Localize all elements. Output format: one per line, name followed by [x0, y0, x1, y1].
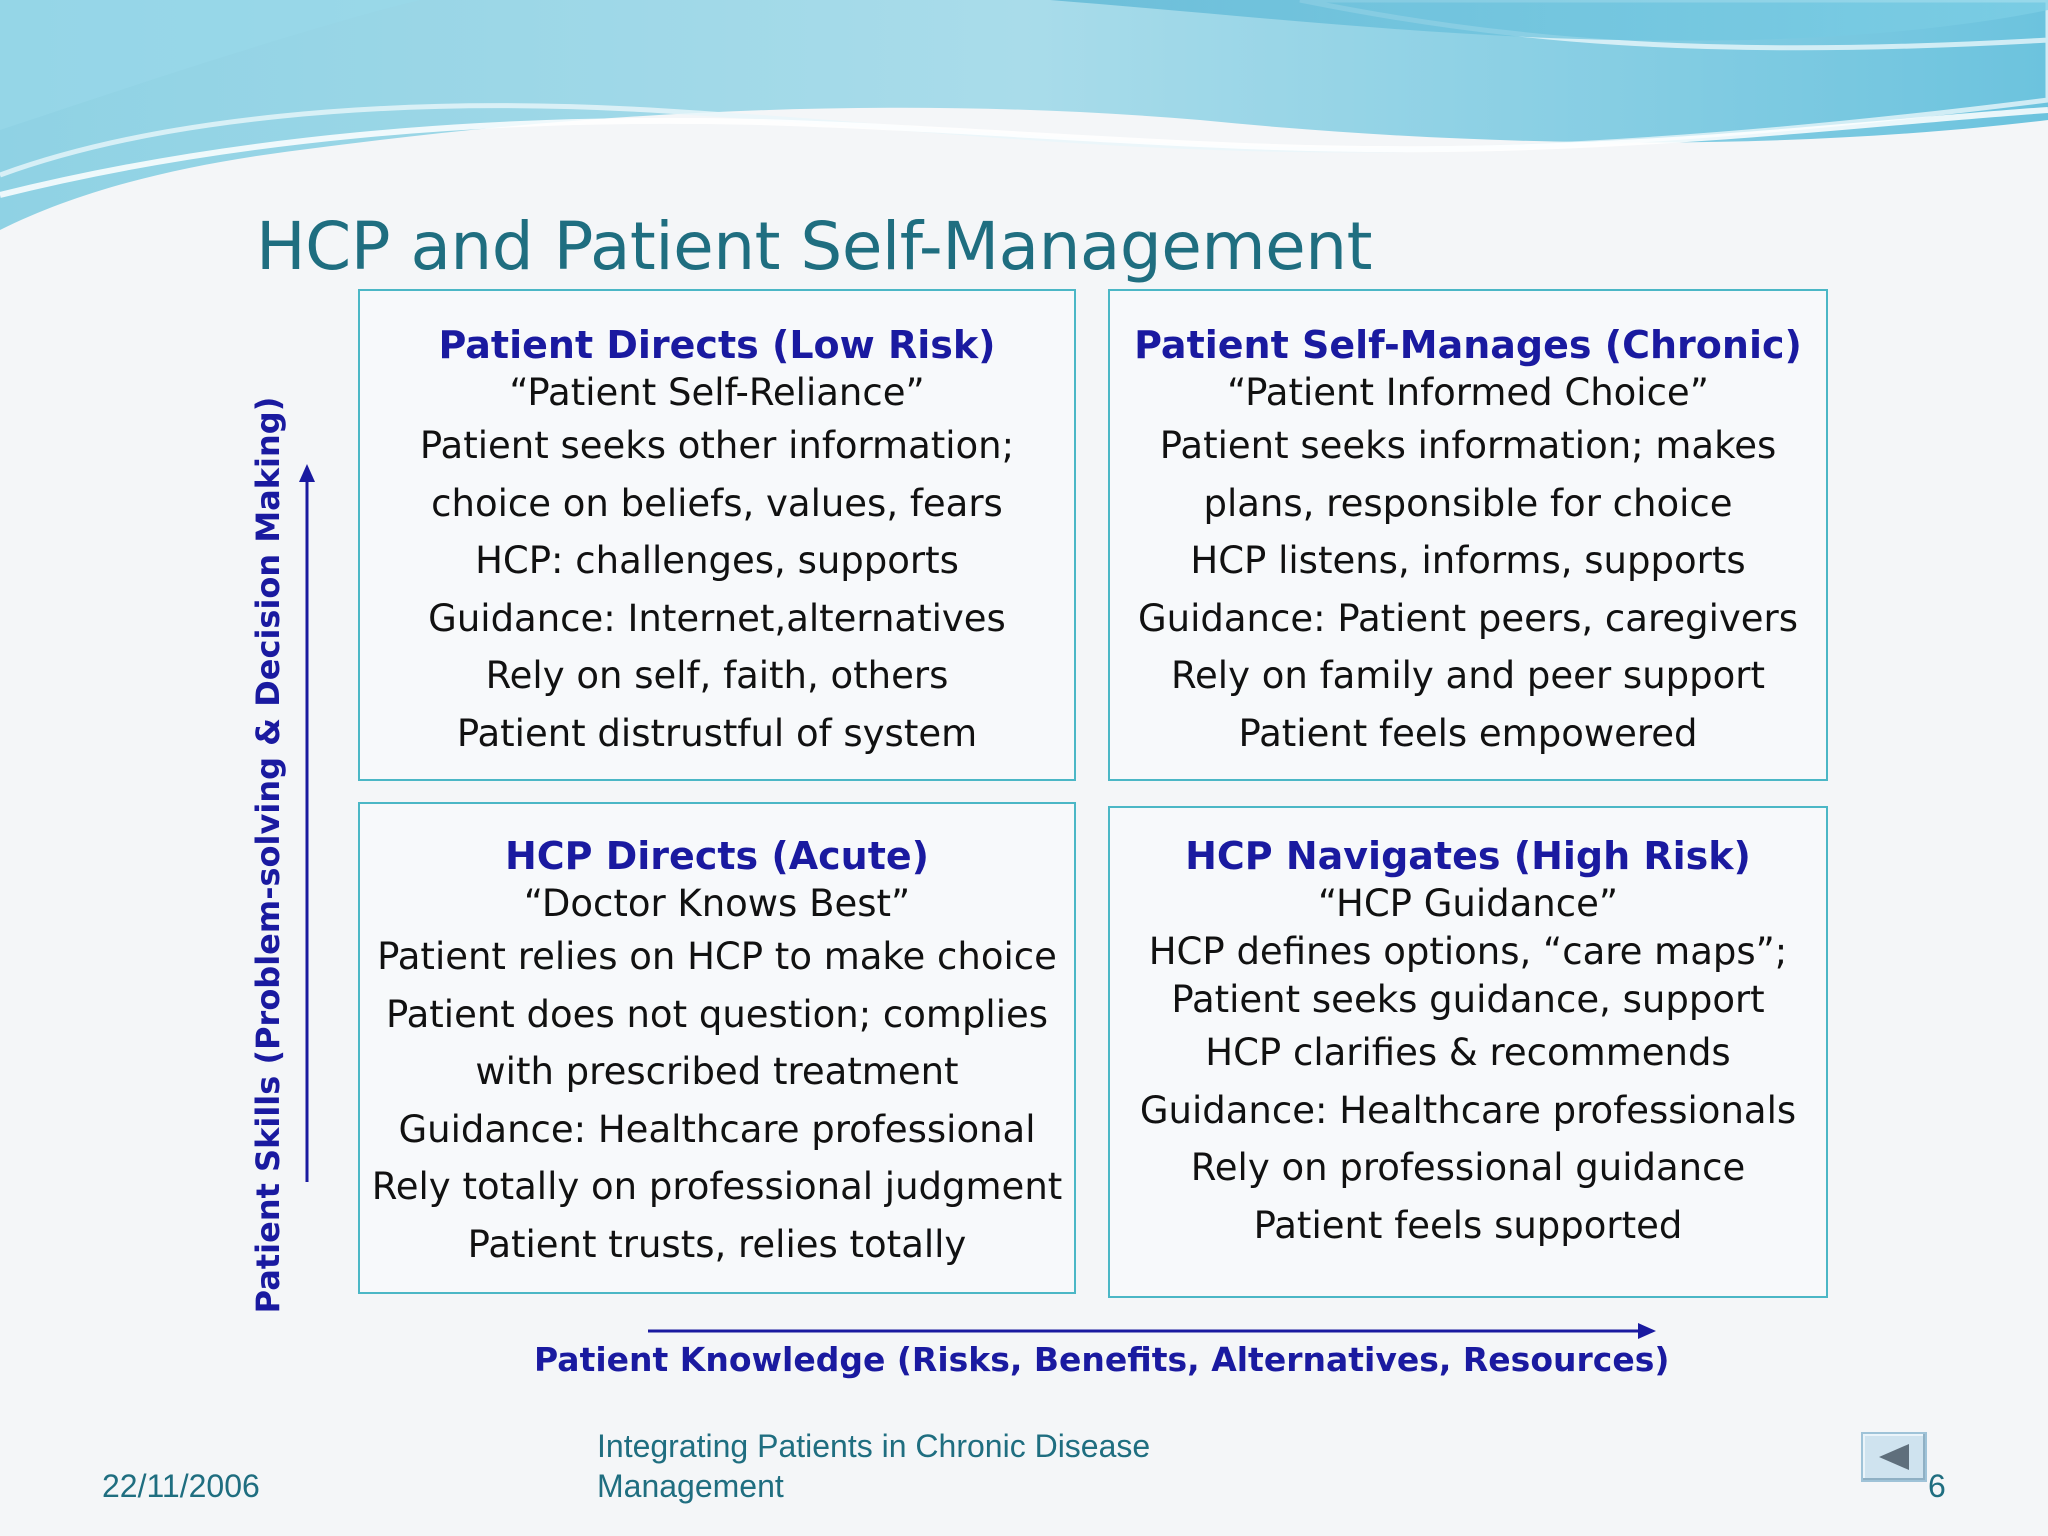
- quadrant-line: Guidance: Patient peers, caregivers: [1137, 596, 1799, 640]
- quadrant-line: Patient feels empowered: [1238, 711, 1698, 755]
- quadrant-quote: “Doctor Knows Best”: [523, 882, 911, 925]
- footer-title-line: Management: [597, 1468, 784, 1504]
- quadrant-line: HCP defines options, “care maps”;: [1148, 930, 1788, 973]
- quadrant-quote: “Patient Self-Reliance”: [509, 371, 925, 414]
- quadrant-line: plans, responsible for choice: [1203, 481, 1733, 525]
- quadrant-line: Guidance: Healthcare professionals: [1139, 1088, 1797, 1132]
- previous-slide-button[interactable]: [1861, 1432, 1927, 1482]
- quadrant-title: Patient Self-Manages (Chronic): [1134, 323, 1802, 367]
- quadrant-line: HCP listens, informs, supports: [1190, 539, 1746, 582]
- quadrant-hcp-navigates: [1108, 806, 1828, 1298]
- quadrant-line: Patient does not question; complies: [385, 992, 1049, 1036]
- quadrant-patient-self-manages: [1108, 289, 1828, 781]
- quadrant-line: with prescribed treatment: [475, 1050, 959, 1093]
- y-axis-arrowhead: [299, 464, 315, 482]
- quadrant-line: Rely on self, faith, others: [485, 654, 949, 697]
- quadrant-line: Patient seeks guidance, support: [1171, 978, 1765, 1021]
- quadrant-title: HCP Navigates (High Risk): [1185, 834, 1751, 878]
- quadrant-quote: “HCP Guidance”: [1317, 882, 1619, 925]
- quadrant-quote: “Patient Informed Choice”: [1227, 371, 1709, 414]
- quadrant-line: Patient trusts, relies totally: [467, 1222, 967, 1266]
- footer-presentation-title: [597, 1426, 1150, 1506]
- quadrant-line: Guidance: Internet,alternatives: [428, 596, 1006, 640]
- slide-title: HCP and Patient Self-Management: [256, 208, 1372, 285]
- quadrant-line: HCP: challenges, supports: [475, 539, 959, 582]
- header-wave-decoration: [0, 0, 2048, 240]
- quadrant-line: Patient relies on HCP to make choice: [377, 935, 1057, 978]
- quadrant-line: Rely on professional guidance: [1190, 1146, 1746, 1189]
- quadrant-line: HCP clarifies & recommends: [1205, 1031, 1731, 1074]
- quadrant-title: Patient Directs (Low Risk): [438, 323, 996, 367]
- quadrant-title: HCP Directs (Acute): [504, 834, 930, 878]
- quadrant-line: Rely on family and peer support: [1171, 654, 1765, 697]
- triangle-left-icon: [1877, 1442, 1911, 1472]
- quadrant-line: Patient seeks information; makes: [1159, 424, 1777, 467]
- x-axis-arrowhead: [1638, 1323, 1656, 1339]
- quadrant-line: Rely totally on professional judgment: [371, 1165, 1063, 1208]
- quadrant-line: choice on beliefs, values, fears: [431, 481, 1003, 525]
- quadrant-line: Guidance: Healthcare professional: [398, 1107, 1036, 1151]
- quadrant-line: Patient distrustful of system: [456, 711, 978, 755]
- x-axis-label: Patient Knowledge (Risks, Benefits, Alternatives, Resources): [534, 1340, 1670, 1379]
- y-axis-label: Patient Skills (Problem-solving & Decision Making): [249, 396, 287, 1314]
- quadrant-hcp-directs: [358, 802, 1076, 1294]
- quadrant-line: Patient seeks other information;: [419, 424, 1015, 467]
- footer-date: 22/11/2006: [102, 1468, 260, 1504]
- slide-number: 6: [1928, 1468, 1946, 1504]
- quadrant-patient-directs: [358, 289, 1076, 781]
- footer-title-line: Integrating Patients in Chronic Disease: [597, 1428, 1151, 1464]
- quadrant-line: Patient feels supported: [1253, 1203, 1683, 1247]
